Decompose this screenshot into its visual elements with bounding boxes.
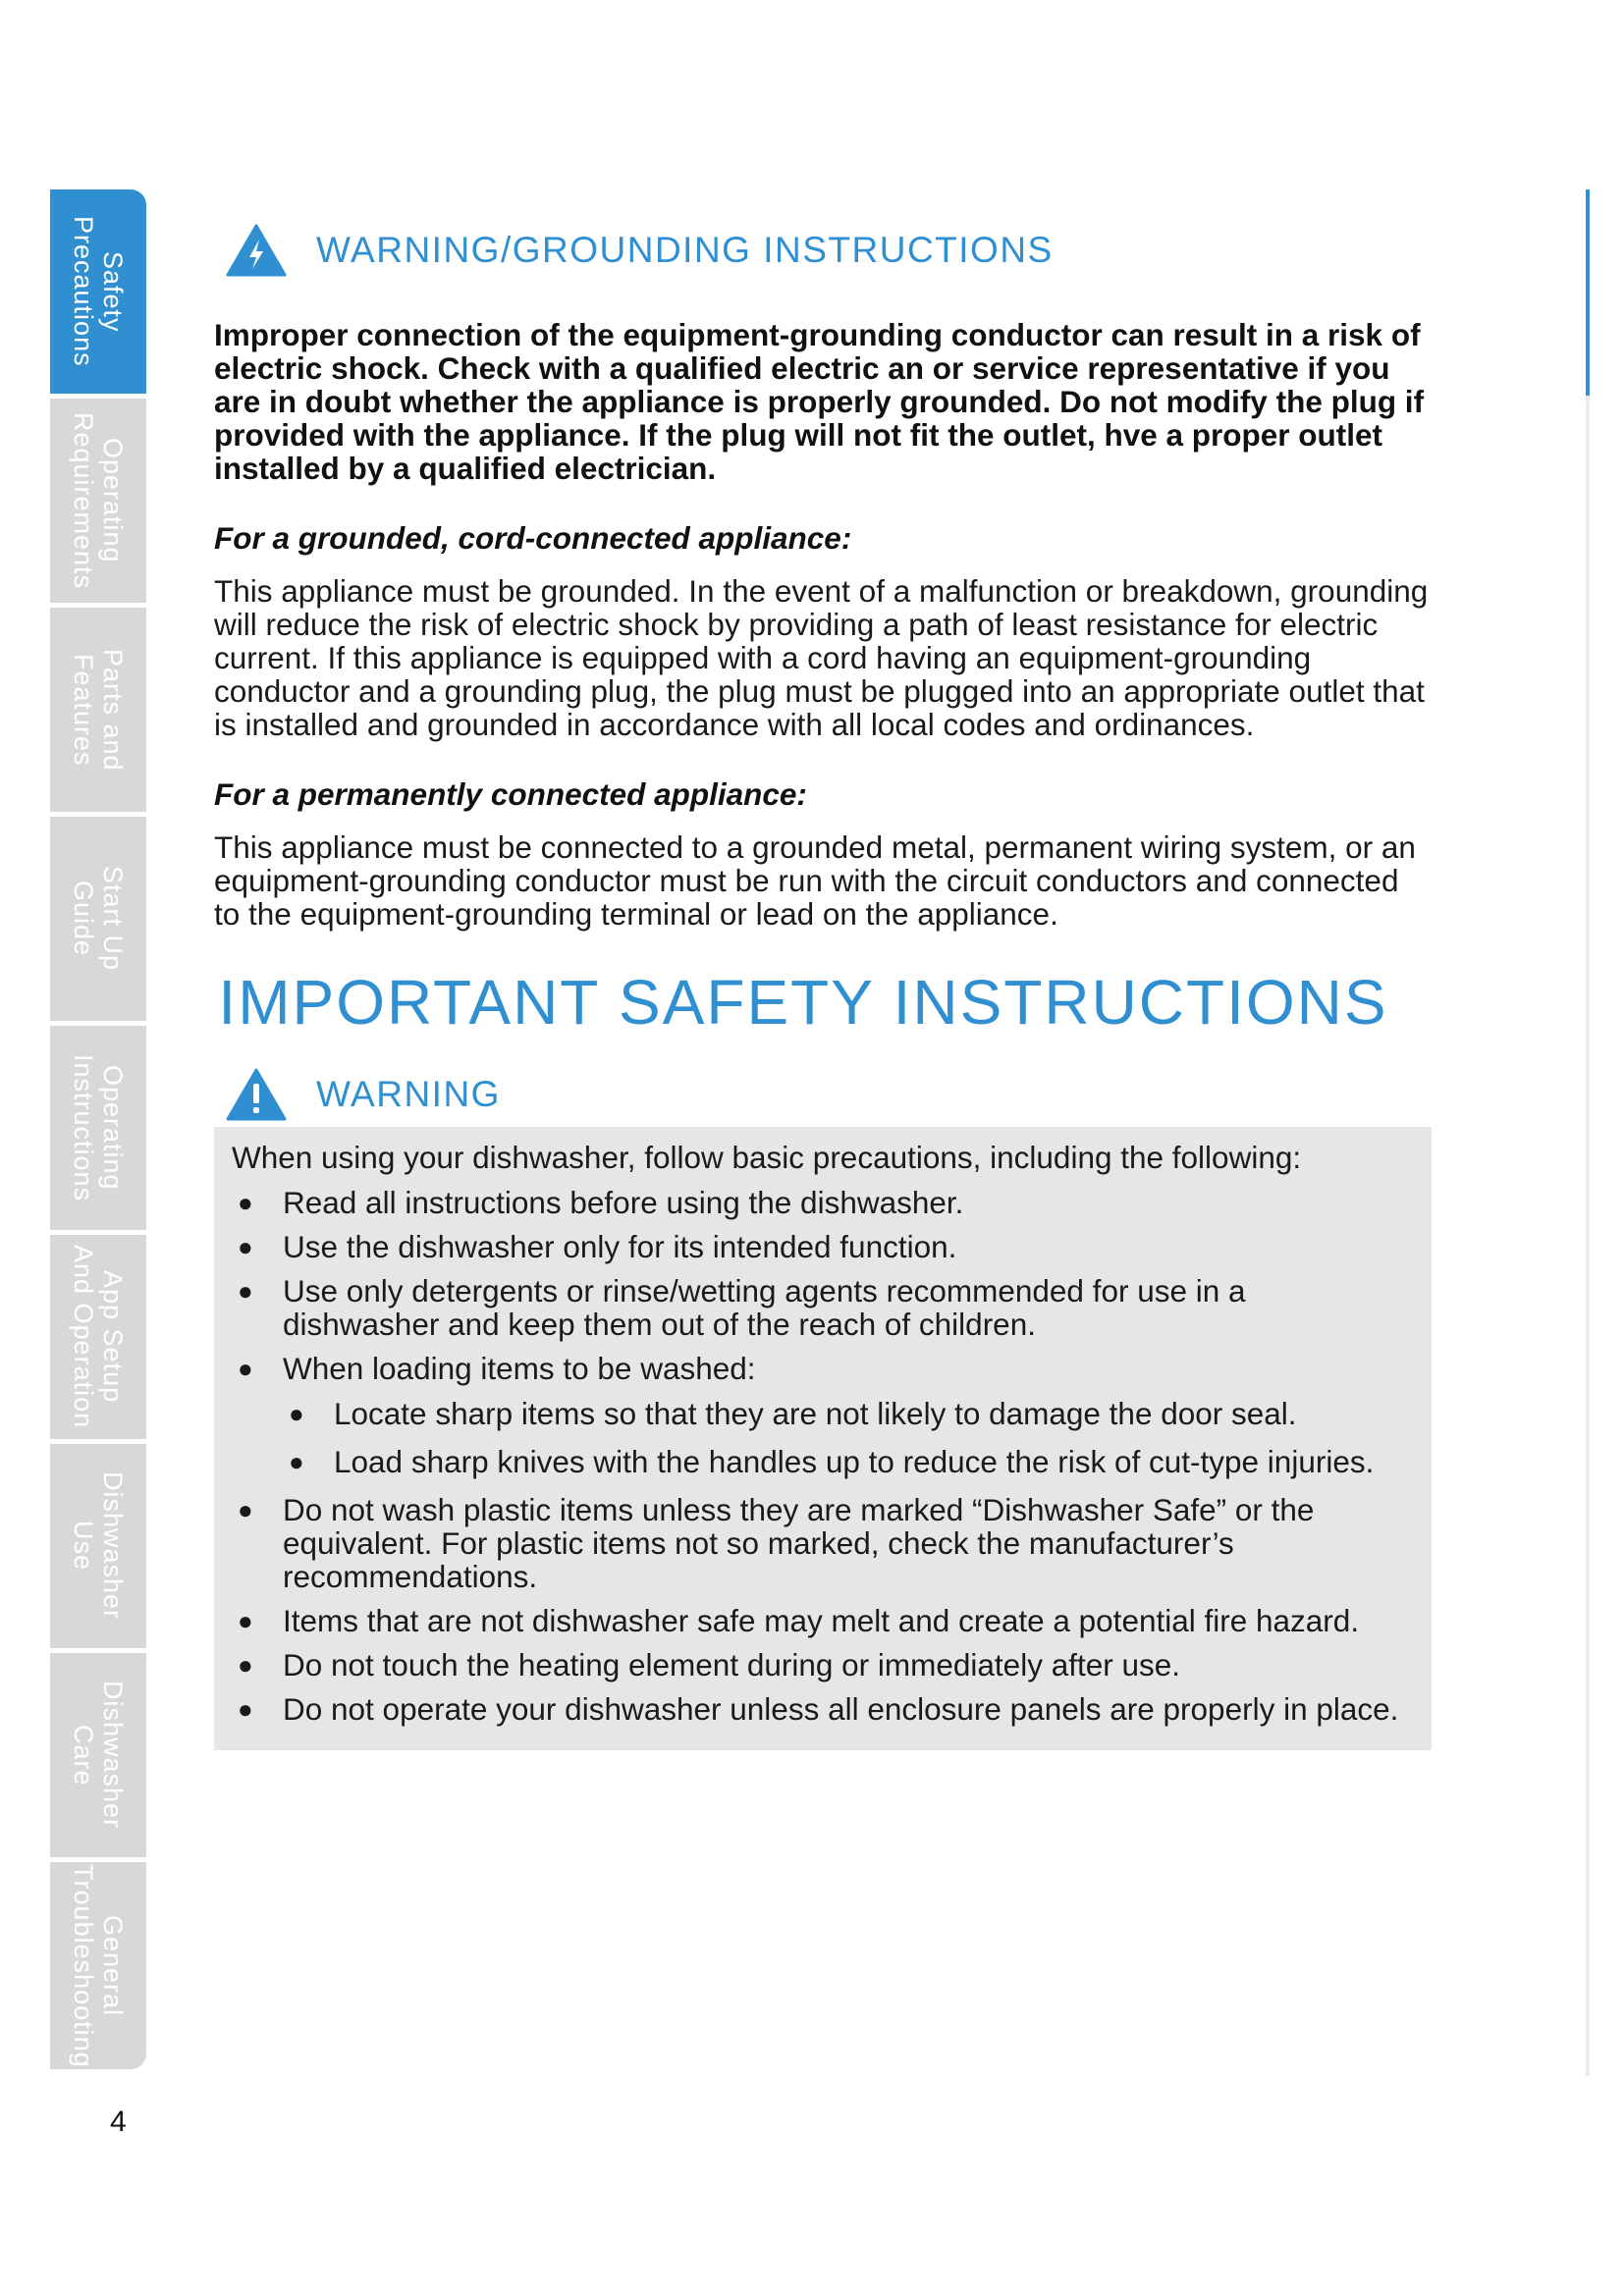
- tab-dishwasher-use[interactable]: [50, 1444, 146, 1651]
- tab-label: App Setup And Operation: [69, 1245, 128, 1429]
- cord-connected-heading: For a grounded, cord-connected appliance:: [214, 520, 852, 556]
- tab-app-setup[interactable]: [50, 1235, 146, 1442]
- sub-list-item-text: Load sharp knives with the handles up to reduce the risk of cut-type injuries.: [334, 1444, 1375, 1479]
- grounding-heading: WARNING/GROUNDING INSTRUCTIONS: [316, 230, 1054, 270]
- list-item-text: Use the dishwasher only for its intended function.: [283, 1229, 957, 1264]
- warning-bolt-icon: [226, 224, 287, 277]
- list-item: [232, 1230, 1402, 1263]
- right-rule: [1586, 189, 1590, 2076]
- precautions-intro: When using your dishwasher, follow basic precautions, including the following:: [232, 1140, 1302, 1175]
- list-item-text: Use only detergents or rinse/wetting agents recommended for use in a dishwasher and keep them out of the reach of children.: [283, 1273, 1246, 1342]
- list-item: [232, 1186, 1402, 1219]
- tab-general-troubleshooting[interactable]: [50, 1862, 146, 2069]
- permanent-heading: For a permanently connected appliance:: [214, 776, 807, 812]
- page-number: 4: [110, 2106, 127, 2138]
- list-item: [232, 1604, 1402, 1637]
- tab-operating-instructions[interactable]: [50, 1026, 146, 1233]
- main-content: [214, 224, 1432, 1750]
- sub-list-item-text: Locate sharp items so that they are not likely to damage the door seal.: [334, 1396, 1297, 1431]
- cord-connected-text: This appliance must be grounded. In the event of a malfunction or breakdown, grounding will reduce the risk of electric shock by providing a path of least resistance for electric current. If this appliance is equipped with a cord having an equipment-grounding conductor and a grounding plug, the plug must be plugged into an appropriate outlet that is installed and grounded in accordance with all local codes and ordinances.: [214, 573, 1429, 742]
- warning-exclamation-icon: [226, 1068, 287, 1121]
- section-tabs: [50, 189, 146, 2076]
- safety-title: IMPORTANT SAFETY INSTRUCTIONS: [218, 967, 1388, 1038]
- warning-heading: WARNING: [316, 1074, 501, 1114]
- list-item: [232, 1692, 1402, 1726]
- sub-list-item: [283, 1397, 1402, 1430]
- tab-safety-precautions[interactable]: [50, 189, 146, 397]
- list-item-text: Read all instructions before using the dishwasher.: [283, 1185, 964, 1220]
- grounding-heading-row: [226, 224, 1432, 277]
- tab-dishwasher-care[interactable]: [50, 1653, 146, 1860]
- tab-label: Operating Instructions: [69, 1053, 128, 1202]
- list-item: [232, 1648, 1402, 1682]
- tab-label: Parts and Features: [69, 648, 128, 772]
- list-item: [232, 1352, 1402, 1478]
- list-item-text: Do not operate your dishwasher unless all enclosure panels are properly in place.: [283, 1691, 1399, 1727]
- tab-label: Operating Requirements: [69, 411, 128, 590]
- list-item-text: Items that are not dishwasher safe may melt and create a potential fire hazard.: [283, 1603, 1360, 1638]
- tab-parts-and-features[interactable]: [50, 608, 146, 815]
- permanent-text: This appliance must be connected to a grounded metal, permanent wiring system, or an equipment-grounding conductor must be run with the circuit conductors and connected to the equipment-grounding terminal or lead on the appliance.: [214, 829, 1416, 932]
- tab-operating-requirements[interactable]: [50, 399, 146, 606]
- sub-list-item: [283, 1445, 1402, 1478]
- list-item-text: When loading items to be washed:: [283, 1351, 756, 1386]
- warning-heading-row: [226, 1068, 1432, 1121]
- precautions-list: [232, 1186, 1402, 1726]
- tab-start-up-guide[interactable]: [50, 817, 146, 1024]
- list-item-text: Do not wash plastic items unless they are marked “Dishwasher Safe” or the equivalent. For plastic items not so marked, check the manufacturer’s recommendations.: [283, 1492, 1315, 1594]
- list-item: [232, 1493, 1402, 1593]
- tab-label: General Troubleshooting: [69, 1863, 128, 2068]
- safety-precautions-box: [214, 1127, 1432, 1750]
- list-item-text: Do not touch the heating element during or immediately after use.: [283, 1647, 1181, 1682]
- tab-label: Start Up Guide: [69, 866, 128, 972]
- loading-sub-list: [283, 1397, 1402, 1478]
- grounding-warning-text: Improper connection of the equipment-grounding conductor can result in a risk of electric shock. Check with a qualified electric an or service representative if you are in doubt whether the appliance is properly grounded. Do not modify the plug if provided with the appliance. If the plug will not fit the outlet, hve a proper outlet installed by a qualified electrician.: [214, 317, 1425, 486]
- right-rule-accent: [1586, 189, 1590, 396]
- tab-label: Safety Precautions: [69, 216, 128, 367]
- list-item: [232, 1274, 1402, 1341]
- tab-label: Dishwasher Care: [69, 1681, 128, 1830]
- tab-label: Dishwasher Use: [69, 1471, 128, 1621]
